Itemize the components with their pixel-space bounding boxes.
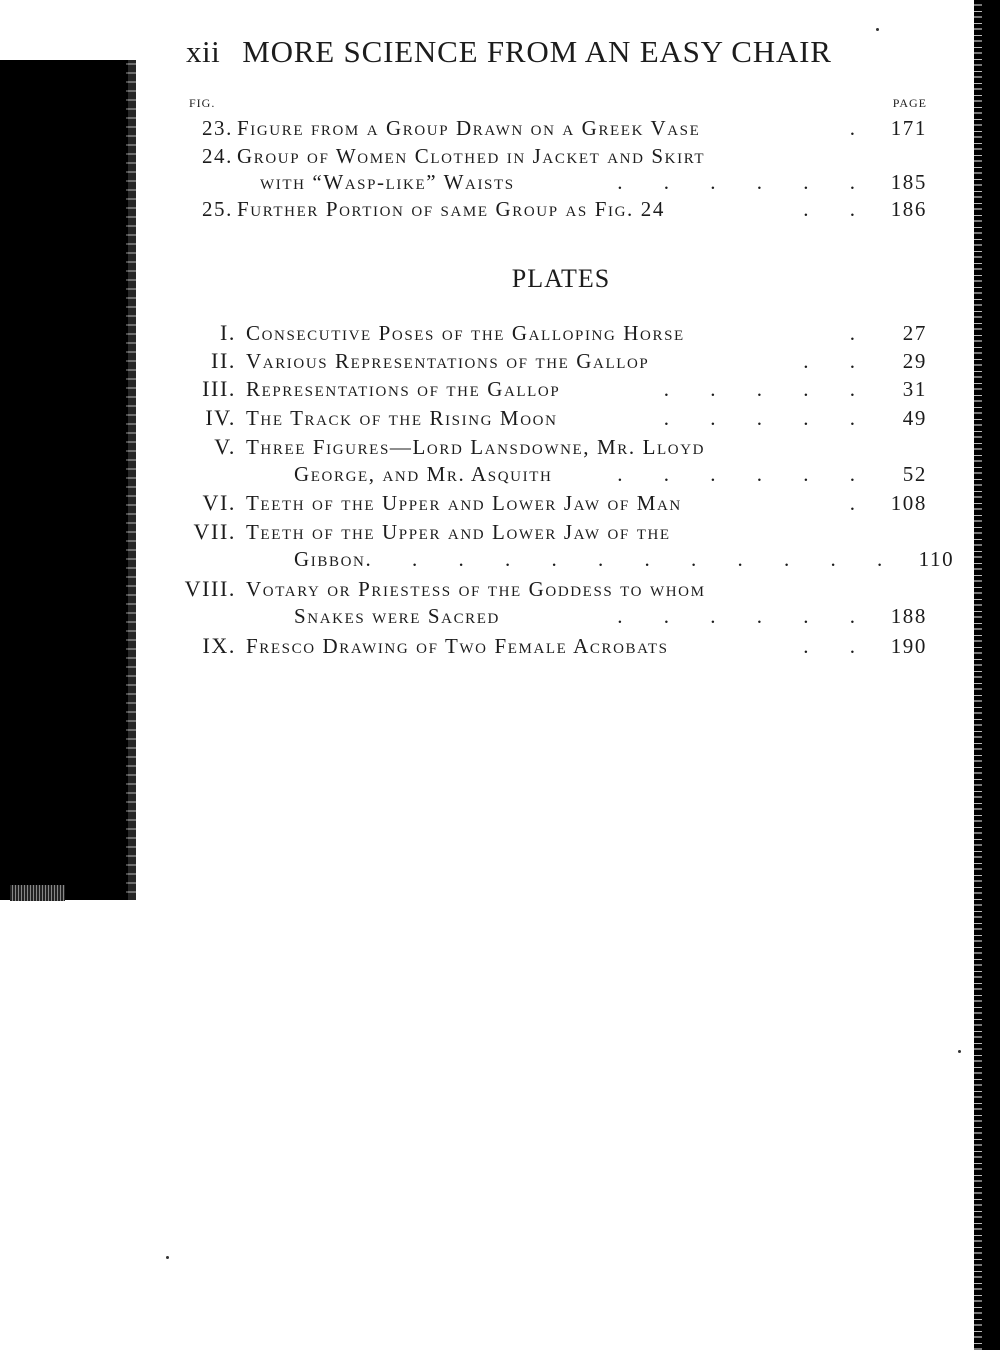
plate-page: 188 [890, 604, 927, 628]
figure-entry-continuation [260, 172, 927, 193]
figure-entry [189, 118, 927, 139]
plate-page: 108 [890, 491, 927, 515]
plate-number: IX. [202, 633, 236, 658]
plate-page: 110 [918, 547, 955, 571]
scan-left-binding-fragment [10, 885, 65, 901]
figure-title: Further Portion of same Group as Fig. 24 [237, 197, 665, 221]
book-title: MORE SCIENCE FROM AN EASY CHAIR [242, 34, 832, 69]
plate-title: The Track of the Rising Moon [246, 406, 558, 430]
plate-number: III. [202, 376, 236, 401]
column-labels [189, 96, 927, 111]
plate-number: V. [214, 434, 236, 459]
plate-entry [176, 492, 927, 514]
leader-dots: . [849, 491, 873, 515]
plate-title: Three Figures—Lord Lansdowne, Mr. Lloyd [246, 435, 706, 459]
plate-number: VI. [202, 490, 236, 515]
scan-right-page-edge [980, 0, 1000, 1350]
plate-entry [176, 350, 927, 372]
plate-title: Teeth of the Upper and Lower Jaw of the [246, 520, 671, 544]
leader-dots: . [849, 321, 873, 345]
figure-title: Group of Women Clothed in Jacket and Skirt [237, 144, 706, 168]
leader-dots: . . [803, 197, 873, 221]
plate-title: Teeth of the Upper and Lower Jaw of Man [246, 491, 682, 515]
plate-title: Various Representations of the Gallop [246, 349, 650, 373]
plate-number: VII. [193, 519, 236, 544]
figure-entry [189, 199, 927, 220]
plate-page: 190 [890, 634, 927, 658]
plate-entry [176, 635, 927, 657]
leader-dots: . . . . . . [617, 170, 873, 194]
plate-number: VIII. [184, 576, 236, 601]
leader-dots: . . . . . . [617, 462, 873, 486]
leader-dots: . . . . . [663, 377, 873, 401]
plate-entry [176, 407, 927, 429]
plate-entry-continuation [294, 547, 955, 571]
figure-entry [189, 146, 879, 167]
plate-title: Votary or Priestess of the Goddess to whom [246, 577, 706, 601]
plate-page: 49 [902, 406, 927, 430]
leader-dots: . . [803, 349, 873, 373]
plates-heading: PLATES [511, 264, 611, 293]
plate-entry-continuation [294, 464, 927, 485]
plate-title-continued: Gibbon [294, 547, 366, 571]
plate-page: 29 [902, 349, 927, 373]
figure-number: 24. [201, 144, 233, 168]
leader-dots: . [849, 116, 873, 140]
fig-column-label: FIG. [189, 96, 216, 110]
plate-entry [176, 322, 927, 344]
figure-page: 185 [890, 170, 927, 194]
running-head [186, 34, 912, 70]
plate-page: 27 [902, 321, 927, 345]
plate-entry [176, 521, 866, 543]
figure-page: 171 [890, 116, 927, 140]
plate-title-continued: Snakes were Sacred [294, 604, 500, 628]
scan-speck [958, 1050, 961, 1053]
figure-title-continued: with “Wasp-like” Waists [260, 170, 515, 194]
leader-dots: . . . . . . [617, 604, 873, 628]
scan-left-binding-shadow [0, 60, 128, 900]
plate-title: Fresco Drawing of Two Female Acrobats [246, 634, 669, 658]
figure-title: Figure from a Group Drawn on a Greek Vase [237, 116, 701, 140]
page-folio: xii [186, 34, 221, 69]
plate-entry-continuation [294, 606, 927, 627]
leader-dots: . . [803, 634, 873, 658]
plate-number: IV. [205, 405, 236, 430]
page-column-label: PAGE [892, 96, 927, 110]
plate-entry [176, 578, 866, 600]
plate-number: II. [211, 348, 236, 373]
scan-speck [876, 28, 879, 31]
plate-entry [176, 378, 927, 400]
scan-speck [166, 1256, 169, 1259]
plate-title-continued: George, and Mr. Asquith [294, 462, 553, 486]
figure-page: 186 [890, 197, 927, 221]
plate-page: 52 [902, 462, 927, 486]
leader-dots: . . . . . [663, 406, 873, 430]
figure-number: 25. [201, 197, 233, 221]
plate-title: Consecutive Poses of the Galloping Horse [246, 321, 685, 345]
plate-title: Representations of the Gallop [246, 377, 561, 401]
plate-number: I. [219, 320, 236, 345]
plate-entry [176, 436, 866, 458]
leader-dots: . . . . . . . . . . . . [365, 547, 901, 571]
figure-number: 23. [201, 116, 233, 140]
plate-page: 31 [902, 377, 927, 401]
